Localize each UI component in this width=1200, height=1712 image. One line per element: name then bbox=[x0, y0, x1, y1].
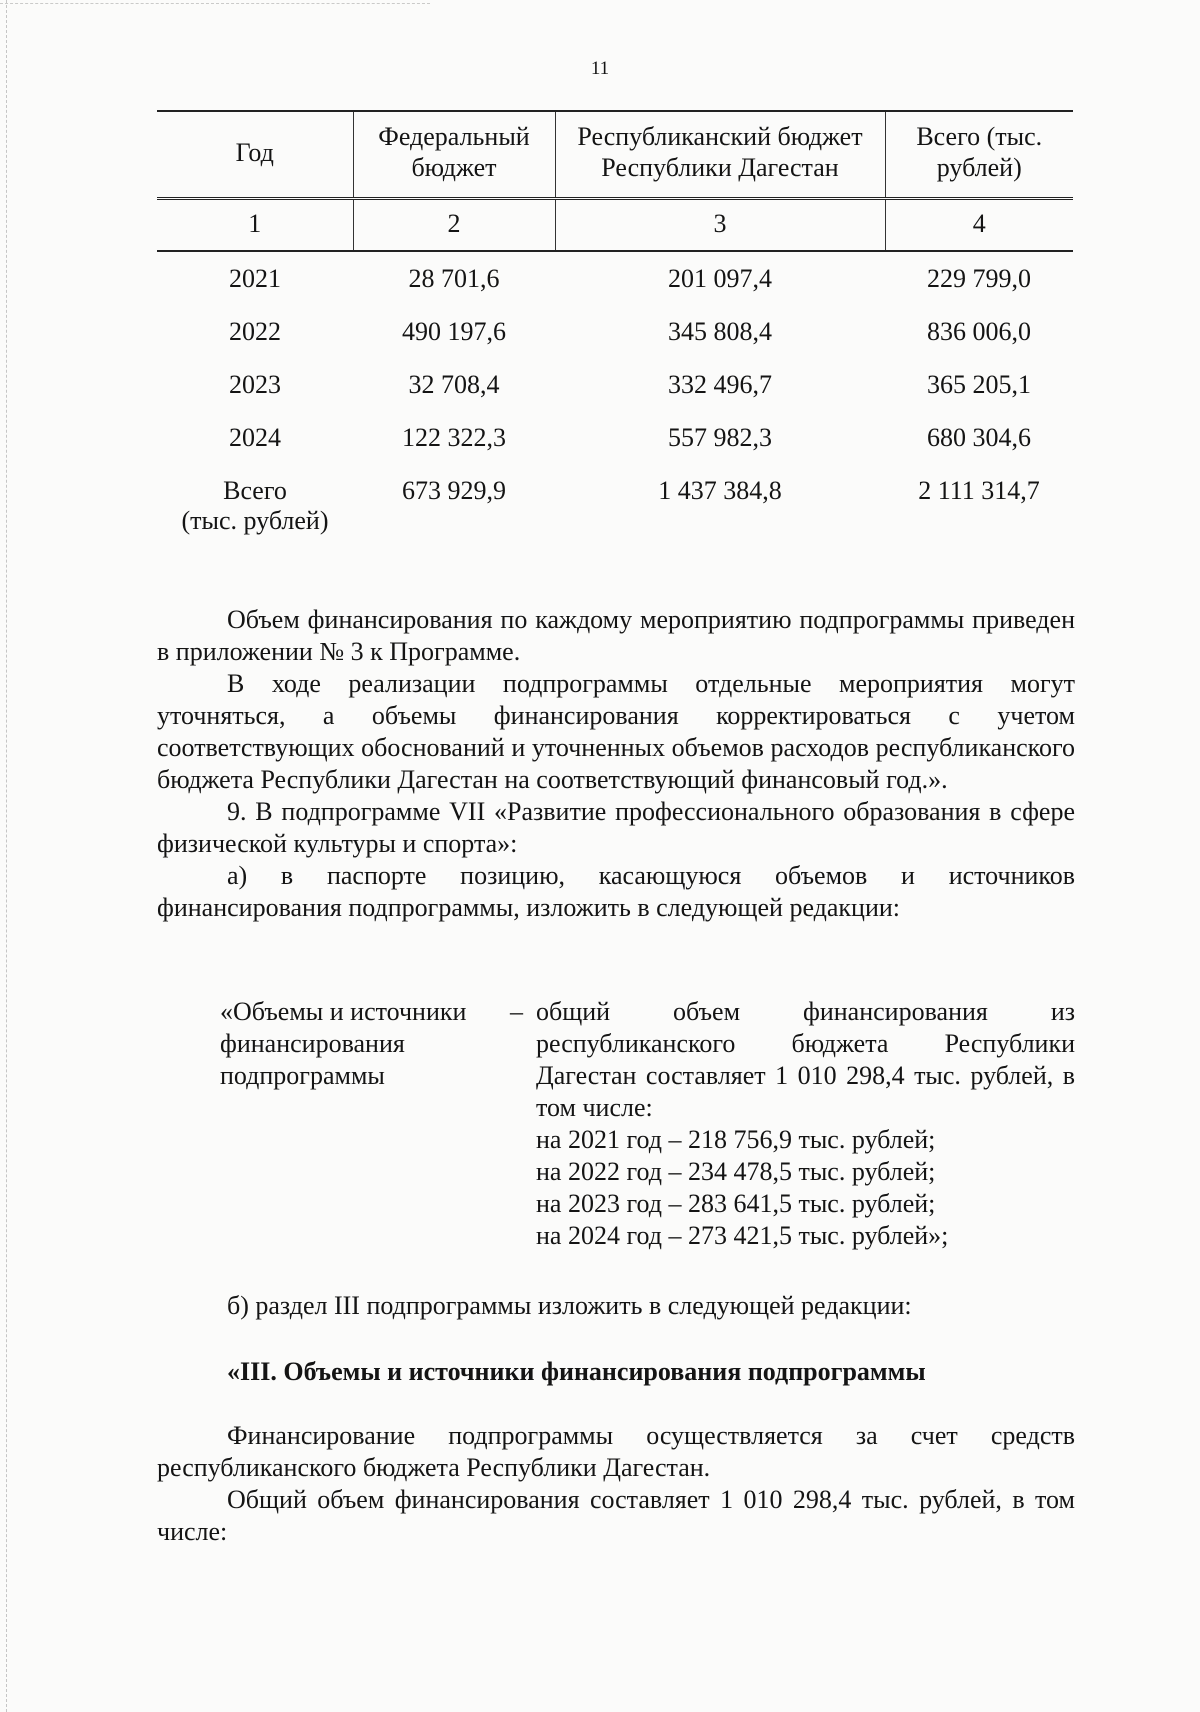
paragraph: Общий объем финансирования составляет 1 010 298,4 тыс. рублей, в том числе: bbox=[157, 1485, 1075, 1546]
passport-year-line: на 2021 год – 218 756,9 тыс. рублей; bbox=[536, 1125, 936, 1154]
total-all: 2 111 314,7 bbox=[918, 476, 1040, 505]
table-cell: 2023 bbox=[229, 370, 281, 399]
table-cell: 557 982,3 bbox=[668, 423, 772, 452]
funding-table bbox=[157, 110, 1073, 550]
total-republic: 1 437 384,8 bbox=[658, 476, 782, 505]
header-year: Год bbox=[157, 111, 353, 199]
header-total: Всего (тыс. рублей) bbox=[885, 111, 1073, 199]
paragraph: 9. В подпрограмме VII «Развитие профессионального образования в сфере физической культуры и спорта»: bbox=[157, 797, 1075, 858]
table-cell: 365 205,1 bbox=[927, 370, 1031, 399]
table-cell: 201 097,4 bbox=[668, 264, 772, 293]
total-federal: 673 929,9 bbox=[402, 476, 506, 505]
passport-dash: – bbox=[510, 997, 523, 1026]
table-cell: 2022 bbox=[229, 317, 281, 346]
total-label-cell bbox=[157, 467, 353, 550]
page-number: 11 bbox=[590, 58, 610, 79]
table-cell: 680 304,6 bbox=[927, 423, 1031, 452]
passport-value bbox=[536, 996, 1075, 1252]
header-federal: Федеральный бюджет bbox=[353, 111, 555, 199]
passport-label-line: подпрограммы bbox=[220, 1061, 385, 1090]
passport-label-line: финансирования bbox=[220, 1029, 405, 1058]
table-cell: 28 701,6 bbox=[408, 264, 500, 293]
table-header-row bbox=[157, 111, 1073, 199]
paragraph: а) в паспорте позицию, касающуюся объемов и источников финансирования подпрограммы, изложить в следующей редакции: bbox=[157, 861, 1075, 922]
table-cell: 229 799,0 bbox=[927, 264, 1031, 293]
passport-label-line: «Объемы и источники bbox=[220, 997, 467, 1026]
total-label: Всего bbox=[223, 476, 287, 505]
scan-edge-top bbox=[0, 0, 430, 4]
paragraph: Объем финансирования по каждому мероприятию подпрограммы приведен в приложении № 3 к Программе. bbox=[157, 605, 1075, 666]
table-row bbox=[157, 361, 1073, 414]
scan-edge-left bbox=[0, 0, 7, 1712]
section-heading: «III. Объемы и источники финансирования подпрограммы bbox=[227, 1357, 926, 1386]
final-text bbox=[157, 1420, 1075, 1548]
body-text bbox=[157, 604, 1075, 924]
table-cell: 2024 bbox=[229, 423, 281, 452]
passport-year-line: на 2023 год – 283 641,5 тыс. рублей; bbox=[536, 1189, 936, 1218]
column-number-row bbox=[157, 199, 1073, 252]
passport-description: общий объем финансирования из республиканского бюджета Республики Дагестан составляет 1 010 298,4 тыс. рублей, в том числе: bbox=[536, 997, 1075, 1122]
table-row bbox=[157, 308, 1073, 361]
table-cell: 332 496,7 bbox=[668, 370, 772, 399]
table-row bbox=[157, 251, 1073, 308]
column-number: 3 bbox=[555, 199, 885, 252]
passport-year-line: на 2022 год – 234 478,5 тыс. рублей; bbox=[536, 1157, 936, 1186]
table-cell: 122 322,3 bbox=[402, 423, 506, 452]
column-number: 1 bbox=[157, 199, 353, 252]
paragraph: В ходе реализации подпрограммы отдельные мероприятия могут уточняться, а объемы финансирования корректироваться с учетом соответствующих обоснований и уточненных объемов расходов республиканского бюджета Республики Дагестан на соответствующий финансовый год.». bbox=[157, 669, 1075, 794]
table-cell: 345 808,4 bbox=[668, 317, 772, 346]
column-number: 4 bbox=[885, 199, 1073, 252]
passport-label bbox=[220, 996, 530, 1092]
table-total-row bbox=[157, 467, 1073, 550]
table-cell: 32 708,4 bbox=[408, 370, 500, 399]
section-b-instruction: б) раздел III подпрограммы изложить в следующей редакции: bbox=[227, 1291, 912, 1320]
table-cell: 2021 bbox=[229, 264, 281, 293]
table-cell: 836 006,0 bbox=[927, 317, 1031, 346]
table-cell: 490 197,6 bbox=[402, 317, 506, 346]
column-number: 2 bbox=[353, 199, 555, 252]
table-row bbox=[157, 414, 1073, 467]
passport-year-line: на 2024 год – 273 421,5 тыс. рублей»; bbox=[536, 1221, 949, 1250]
header-republic: Республиканский бюджет Республики Дагестан bbox=[555, 111, 885, 199]
paragraph: Финансирование подпрограммы осуществляется за счет средств республиканского бюджета Республики Дагестан. bbox=[157, 1421, 1075, 1482]
total-label-unit: (тыс. рублей) bbox=[181, 506, 329, 535]
